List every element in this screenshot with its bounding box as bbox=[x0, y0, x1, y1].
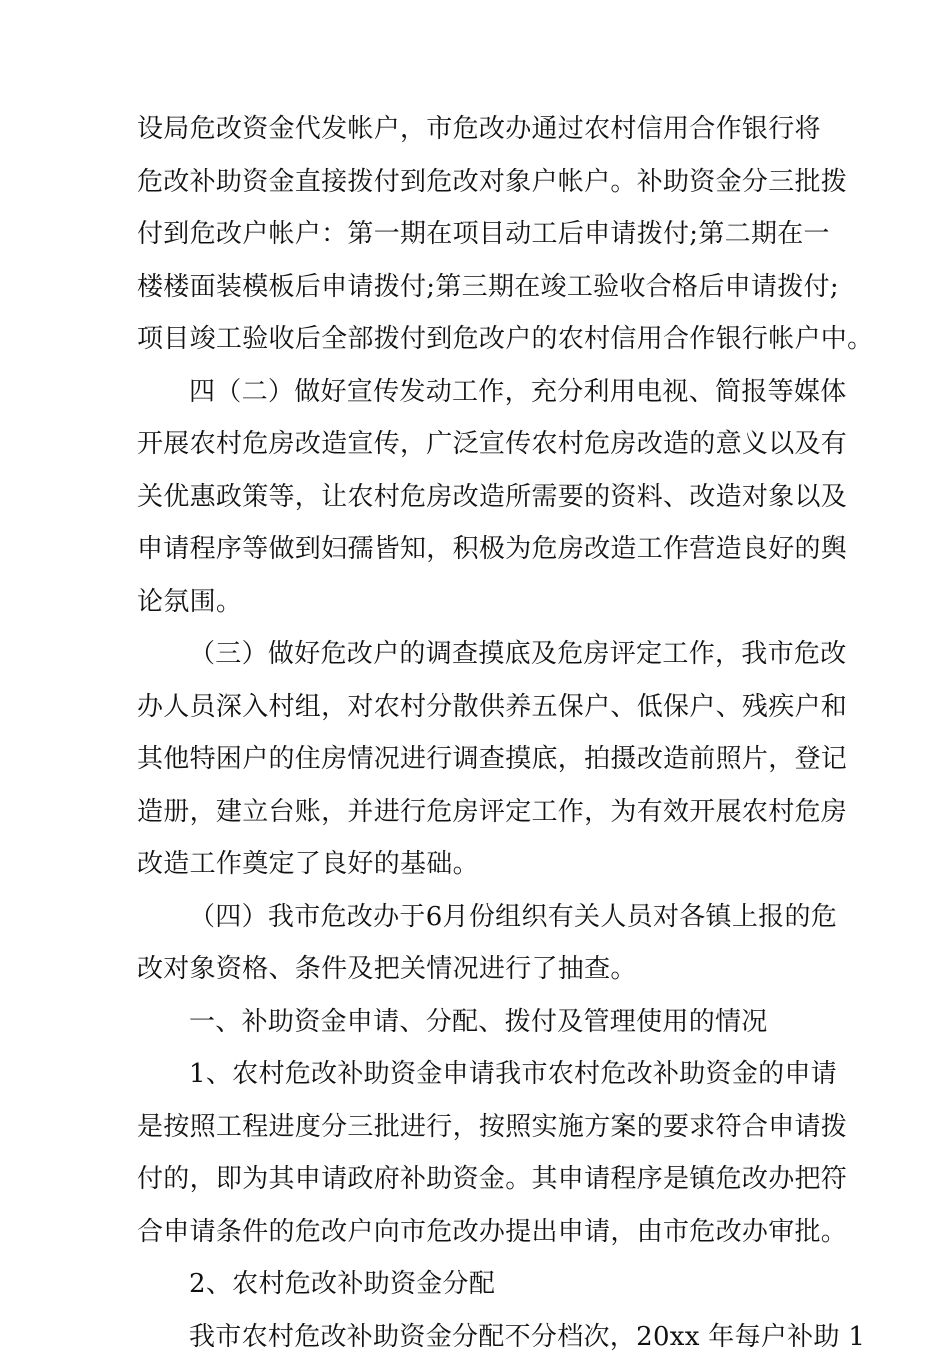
text-line: 关优惠政策等，让农村危房改造所需要的资料、改造对象以及 bbox=[137, 482, 848, 512]
text-line: 其他特困户的住房情况进行调查摸底，拍摄改造前照片，登记 bbox=[137, 744, 848, 774]
paragraph-start-line: （四）我市危改办于6月份组织有关人员对各镇上报的危 bbox=[189, 902, 838, 932]
paragraph-start-line: 1、农村危改补助资金申请我市农村危改补助资金的申请 bbox=[189, 1059, 838, 1089]
text-line: 开展农村危房改造宣传，广泛宣传农村危房改造的意义以及有 bbox=[137, 429, 848, 459]
paragraph-start-line: 我市农村危改补助资金分配不分档次，20xx 年每户补助 1 bbox=[189, 1322, 866, 1352]
text-line: 合申请条件的危改户向市危改办提出申请，由市危改办审批。 bbox=[137, 1217, 848, 1247]
text-line: 办人员深入村组，对农村分散供养五保户、低保户、残疾户和 bbox=[137, 692, 848, 722]
text-line: 是按照工程进度分三批进行，按照实施方案的要求符合申请拨 bbox=[137, 1112, 848, 1142]
text-line: 论氛围。 bbox=[137, 587, 243, 617]
text-line: 楼楼面装模板后申请拨付;第三期在竣工验收合格后申请拨付; bbox=[137, 272, 839, 302]
text-line: 改对象资格、条件及把关情况进行了抽查。 bbox=[137, 954, 637, 984]
text-line: 付的，即为其申请政府补助资金。其申请程序是镇危改办把符 bbox=[137, 1164, 848, 1194]
text-line: 造册，建立台账，并进行危房评定工作，为有效开展农村危房 bbox=[137, 797, 848, 827]
text-line: 设局危改资金代发帐户，市危改办通过农村信用合作银行将 bbox=[137, 114, 821, 144]
subsection-heading: 2、农村危改补助资金分配 bbox=[189, 1269, 496, 1299]
paragraph-start-line: 四（二）做好宣传发动工作，充分利用电视、简报等媒体 bbox=[189, 377, 847, 407]
text-line: 改造工作奠定了良好的基础。 bbox=[137, 849, 479, 879]
text-line: 危改补助资金直接拨付到危改对象户帐户。补助资金分三批拨 bbox=[137, 167, 848, 197]
text-line: 付到危改户帐户：第一期在项目动工后申请拨付;第二期在一 bbox=[137, 219, 830, 249]
text-line: 申请程序等做到妇孺皆知，积极为危房改造工作营造良好的舆 bbox=[137, 534, 848, 564]
text-line: 项目竣工验收后全部拨付到危改户的农村信用合作银行帐户中。 bbox=[137, 324, 874, 354]
section-heading: 一、补助资金申请、分配、拨付及管理使用的情况 bbox=[189, 1007, 768, 1037]
paragraph-start-line: （三）做好危改户的调查摸底及危房评定工作，我市危改 bbox=[189, 639, 847, 669]
